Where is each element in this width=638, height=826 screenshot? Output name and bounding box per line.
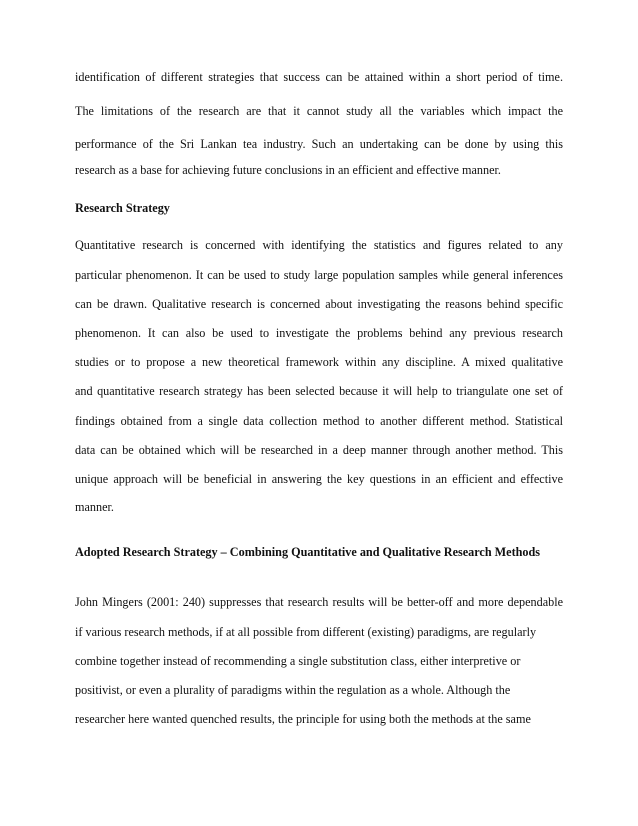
paragraph-2-line: Quantitative research is concerned with identifying the statistics and figures related to any (75, 238, 563, 252)
paragraph-2-line: studies or to propose a new theoretical framework within any discipline. A mixed qualitative (75, 355, 563, 369)
paragraph-2-line: manner. (75, 500, 114, 514)
paragraph-2-line: unique approach will be beneficial in answering the key questions in an efficient and effective (75, 472, 563, 486)
paragraph-1-line: performance of the Sri Lankan tea industry. Such an undertaking can be done by using this (75, 137, 563, 151)
paragraph-2-line: can be drawn. Qualitative research is concerned about investigating the reasons behind specific (75, 297, 563, 311)
section-heading-research-strategy: Research Strategy (75, 201, 170, 215)
paragraph-2-line: phenomenon. It can also be used to investigate the problems behind any previous research (75, 326, 563, 340)
paragraph-2-line: and quantitative research strategy has been selected because it will help to triangulate one set of (75, 384, 563, 398)
paragraph-3-line: John Mingers (2001: 240) suppresses that research results will be better-off and more dependable (75, 595, 563, 609)
paragraph-3-line: researcher here wanted quenched results, the principle for using both the methods at the same (75, 712, 531, 726)
paragraph-3-line: positivist, or even a plurality of paradigms within the regulation as a whole. Although the (75, 683, 511, 697)
section-heading-adopted-research-strategy: Adopted Research Strategy – Combining Quantitative and Qualitative Research Methods (75, 545, 541, 559)
paragraph-2-line: data can be obtained which will be researched in a deep manner through another method. This (75, 443, 563, 457)
paragraph-2-line: particular phenomenon. It can be used to study large population samples while general inferences (75, 268, 563, 282)
paragraph-1-line: research as a base for achieving future conclusions in an efficient and effective manner. (75, 163, 501, 177)
paragraph-2-line: findings obtained from a single data collection method to another different method. Statistical (75, 414, 563, 428)
paragraph-3-line: if various research methods, if at all possible from different (existing) paradigms, are regularly (75, 625, 537, 639)
paragraph-3-line: combine together instead of recommending a single substitution class, either interpretive or (75, 654, 521, 668)
paragraph-1-line: The limitations of the research are that it cannot study all the variables which impact the (75, 104, 563, 118)
paragraph-1-line: identification of different strategies that success can be attained within a short period of time. (75, 70, 563, 84)
